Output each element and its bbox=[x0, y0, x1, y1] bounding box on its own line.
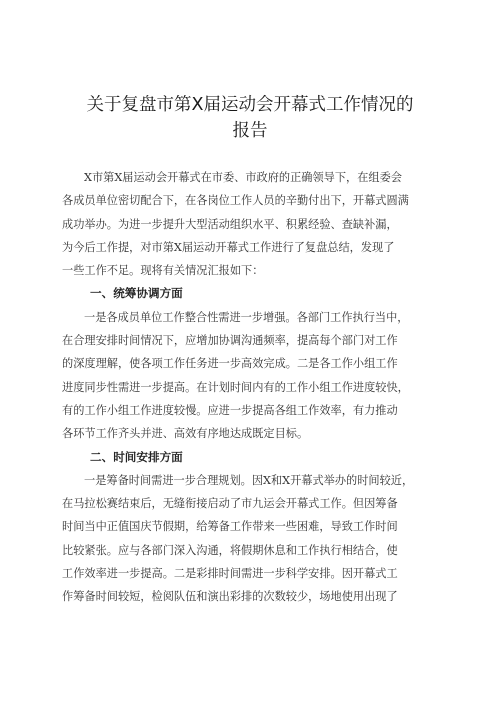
paragraph-line: 在合理安排时间情况下，应增加协调沟通频率，提高每个部门对工作 bbox=[62, 334, 398, 348]
paragraph-line: 有的工作小组工作进度较慢。应进一步提高各组工作效率，有力推动 bbox=[62, 403, 398, 417]
title-line-1: 关于复盘市第X届运动会开幕式工作情况的 bbox=[86, 95, 414, 115]
paragraph-line: 在马拉松赛结束后，无缝衔接启动了市九运会开幕式工作。但因筹备 bbox=[62, 497, 398, 511]
paragraph-line: 一是筹备时间需进一步合理规划。因X和X开幕式举办的时间较近， bbox=[84, 473, 414, 487]
paragraph-line: 一些工作不足。现将有关情况汇报如下： bbox=[62, 264, 264, 278]
title-line-2: 报告 bbox=[232, 121, 268, 141]
paragraph-line: 成功举办。为进一步提升大型活动组织水平、积累经验、查缺补漏， bbox=[62, 217, 398, 231]
paragraph-line: 时间当中正值国庆节假期，给筹备工作带来一些困难，导致工作时间 bbox=[62, 520, 398, 534]
paragraph-line: 的深度理解，使各项工作任务进一步高效完成。二是各工作小组工作 bbox=[62, 357, 398, 371]
paragraph-line: X市第X届运动会开幕式在市委、市政府的正确领导下，在组委会 bbox=[84, 171, 402, 184]
paragraph-line: 为今后工作提，对市第X届运动开幕式工作进行了复盘总结，发现了 bbox=[62, 240, 395, 254]
section-heading: 一、统筹协调方面 bbox=[90, 286, 183, 301]
paragraph-line: 工作效率进一步提高。二是彩排时间需进一步科学安排。因开幕式工 bbox=[62, 567, 398, 581]
paragraph-line: 进度同步性需进一步提高。在计划时间内有的工作小组工作进度较快， bbox=[62, 380, 409, 394]
paragraph-line: 各成员单位密切配合下，在各岗位工作人员的辛勤付出下，开幕式圆满 bbox=[62, 194, 409, 208]
page-title bbox=[60, 92, 440, 144]
section-heading: 二、时间安排方面 bbox=[90, 449, 183, 464]
document-body bbox=[62, 166, 462, 609]
paragraph-line: 比较紧张。应与各部门深入沟通，将假期休息和工作执行相结合，使 bbox=[62, 543, 398, 557]
paragraph-line: 一是各成员单位工作整合性需进一步增强。各部门工作执行当中， bbox=[84, 310, 409, 324]
paragraph-line: 作筹备时间较短，检阅队伍和演出彩排的次数较少，场地使用出现了 bbox=[62, 590, 398, 604]
paragraph-line: 各环节工作齐头并进、高效有序地达成既定目标。 bbox=[62, 427, 309, 441]
